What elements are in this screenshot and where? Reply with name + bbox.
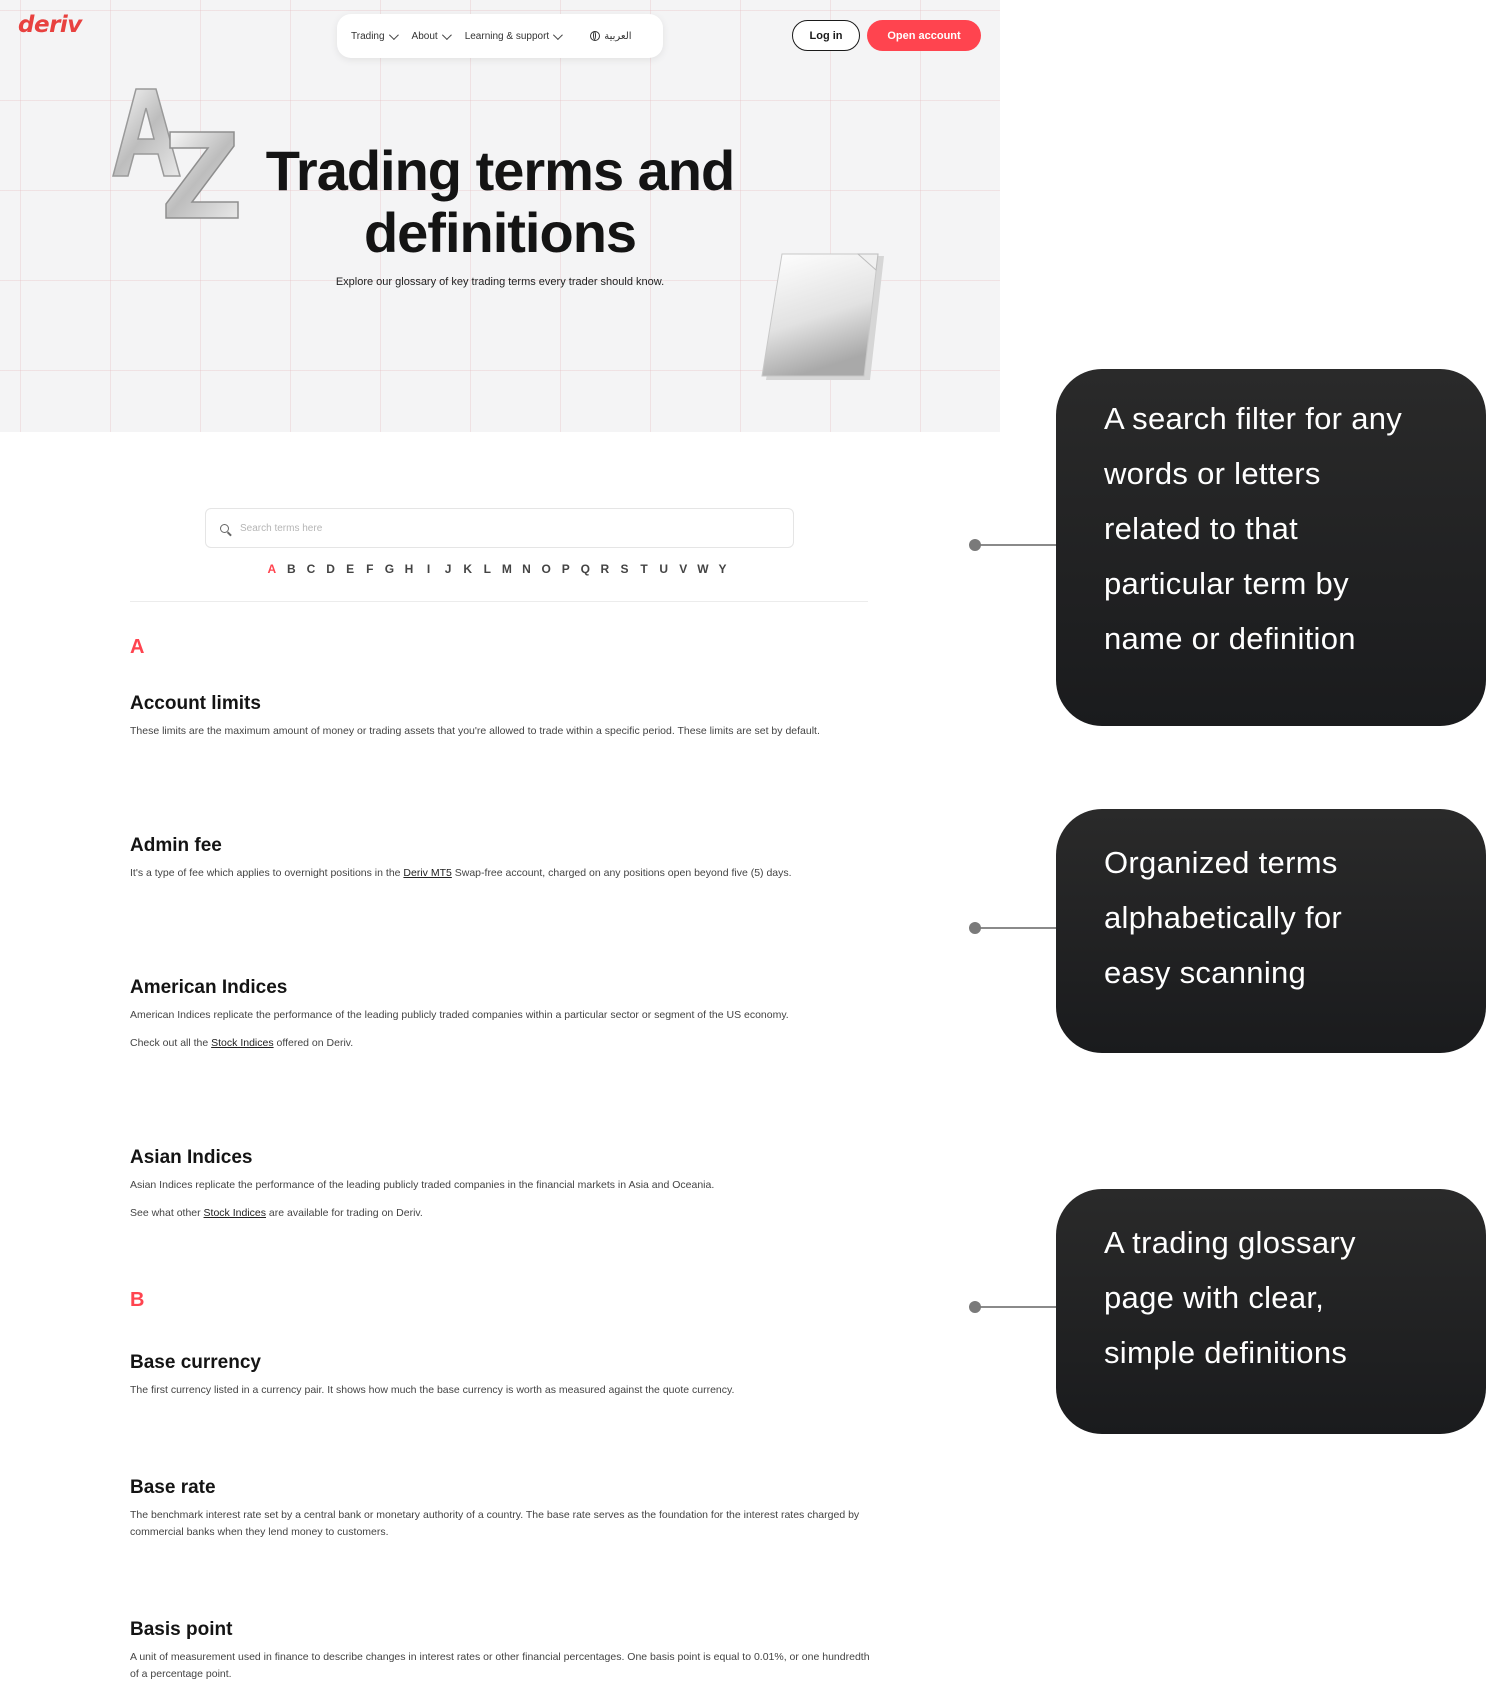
- page-title-line-2: definitions: [363, 201, 637, 264]
- callout-alphabetical: [1056, 809, 1486, 1053]
- alphabet-letter-n[interactable]: N: [522, 562, 531, 576]
- alphabet-letter-s[interactable]: S: [620, 562, 629, 576]
- alphabet-letter-p[interactable]: P: [561, 562, 570, 576]
- callout-line: related to that: [1104, 511, 1299, 546]
- page-title-line-1: Trading terms and: [265, 139, 735, 202]
- language-label: العربية: [604, 30, 632, 42]
- alphabet-letter-k[interactable]: K: [463, 562, 473, 576]
- alphabet-letter-i[interactable]: I: [426, 562, 431, 576]
- callout-connector: [974, 927, 1058, 929]
- alphabet-letter-a[interactable]: A: [267, 562, 277, 576]
- alphabet-filter: [262, 562, 732, 576]
- term-asian-indices: [130, 1147, 870, 1233]
- term-base-rate: [130, 1477, 870, 1552]
- term-extra-text: Check out all the: [130, 1037, 212, 1049]
- term-extra: [130, 1035, 870, 1052]
- term-extra-text: are available for trading on Deriv.: [266, 1207, 423, 1219]
- term-definition: The first currency listed in a currency pair. It shows how much the base currency is worth as measured against the quote currency.: [130, 1384, 735, 1396]
- term-definition: [130, 865, 870, 882]
- term-definition: These limits are the maximum amount of money or trading assets that you're allowed to trade within a specific period. These limits are set by default.: [130, 725, 820, 737]
- globe-icon: [590, 31, 600, 41]
- callout-line: easy scanning: [1104, 955, 1307, 990]
- nav-item-label: About: [411, 30, 438, 42]
- deriv-logo[interactable]: deriv: [18, 12, 82, 38]
- alphabet-letter-m[interactable]: M: [501, 562, 512, 576]
- term-account-limits: [130, 693, 870, 751]
- term-definition: A unit of measurement used in finance to describe changes in interest rates or other financial percentages. One basis point is equal to 0.01%, or one hundredth of a percentage point.: [130, 1651, 870, 1680]
- alphabet-letter-g[interactable]: G: [384, 562, 395, 576]
- chevron-down-icon: [442, 30, 452, 40]
- term-title: Basis point: [130, 1619, 233, 1640]
- callout-line: simple definitions: [1104, 1335, 1348, 1370]
- term-extra: [130, 1205, 870, 1222]
- nav-item-label: Learning & support: [464, 30, 550, 42]
- alphabet-letter-u[interactable]: U: [659, 562, 668, 576]
- hero-section: [0, 0, 1000, 432]
- alphabet-letter-r[interactable]: R: [600, 562, 610, 576]
- document-3d-illustration: [760, 252, 890, 386]
- connector-dot-icon: [969, 1301, 981, 1313]
- divider: [130, 601, 868, 602]
- section-letter-b: B: [130, 1289, 145, 1311]
- stock-indices-link[interactable]: Stock Indices: [203, 1207, 266, 1219]
- language-switcher[interactable]: [590, 31, 631, 42]
- main-nav: [337, 14, 663, 58]
- term-definition-text: It's a type of fee which applies to overnight positions in the: [130, 867, 404, 879]
- alphabet-letter-d[interactable]: D: [326, 562, 335, 576]
- page-subtitle: Explore our glossary of key trading terms every trader should know.: [335, 276, 665, 288]
- callout-line: name or definition: [1104, 621, 1356, 656]
- alphabet-letter-l[interactable]: L: [483, 562, 491, 576]
- term-definition: Asian Indices replicate the performance of the leading publicly traded companies in the financial markets in Asia and Oceania.: [130, 1179, 715, 1191]
- open-account-button[interactable]: Open account: [867, 20, 981, 51]
- alphabet-letter-j[interactable]: J: [444, 562, 452, 576]
- callout-line: alphabetically for: [1104, 900, 1343, 935]
- term-title: Asian Indices: [130, 1147, 253, 1168]
- alphabet-letter-o[interactable]: O: [541, 562, 551, 576]
- alphabet-letter-b[interactable]: B: [287, 562, 296, 576]
- term-extra-text: See what other: [130, 1207, 204, 1219]
- alphabet-letter-c[interactable]: C: [306, 562, 316, 576]
- nav-item-about[interactable]: [412, 31, 449, 42]
- alphabet-letter-q[interactable]: Q: [580, 562, 590, 576]
- term-american-indices: [130, 977, 870, 1063]
- callout-line: A search filter for any: [1104, 401, 1403, 436]
- deriv-mt5-link[interactable]: Deriv MT5: [403, 867, 452, 879]
- a-to-z-3d-illustration: [108, 84, 248, 224]
- term-definition: The benchmark interest rate set by a central bank or monetary authority of a country. The base rate serves as the foundation for the interest rates charged by commercial banks when they lend money to customers.: [130, 1509, 860, 1538]
- stock-indices-link[interactable]: Stock Indices: [211, 1037, 274, 1049]
- connector-dot-icon: [969, 539, 981, 551]
- callout-line: A trading glossary: [1104, 1225, 1356, 1260]
- alphabet-letter-v[interactable]: V: [679, 562, 688, 576]
- term-title: American Indices: [130, 977, 288, 998]
- page-title: [244, 140, 756, 264]
- callout-line: page with clear,: [1104, 1280, 1325, 1315]
- nav-item-trading[interactable]: [351, 31, 396, 42]
- term-base-currency: [130, 1352, 870, 1410]
- connector-dot-icon: [969, 922, 981, 934]
- callout-line: particular term by: [1104, 566, 1349, 601]
- search-input[interactable]: [238, 522, 722, 535]
- term-definition-text: Swap-free account, charged on any positions open beyond five (5) days.: [451, 867, 792, 879]
- chevron-down-icon: [553, 30, 563, 40]
- callout-connector: [974, 544, 1058, 546]
- alphabet-letter-e[interactable]: E: [346, 562, 355, 576]
- term-title: Account limits: [130, 693, 261, 714]
- term-basis-point: [130, 1619, 870, 1694]
- log-in-button[interactable]: Log in: [792, 20, 860, 51]
- callout-line: words or letters: [1104, 456, 1321, 491]
- callout-line: Organized terms: [1104, 845, 1338, 880]
- nav-item-label: Trading: [351, 30, 385, 42]
- alphabet-letter-t[interactable]: T: [640, 562, 648, 576]
- callout-search-filter: [1056, 369, 1486, 726]
- search-bar: [205, 508, 794, 548]
- term-title: Base rate: [130, 1477, 216, 1498]
- callout-glossary-page: [1056, 1189, 1486, 1434]
- alphabet-letter-f[interactable]: F: [366, 562, 374, 576]
- search-icon: [220, 524, 229, 533]
- term-extra-text: offered on Deriv.: [273, 1037, 354, 1049]
- nav-item-learning-support[interactable]: [465, 31, 561, 42]
- term-admin-fee: [130, 835, 870, 893]
- alphabet-letter-h[interactable]: H: [404, 562, 414, 576]
- term-definition: American Indices replicate the performance of the leading publicly traded companies within a particular sector or segment of the US economy.: [130, 1009, 789, 1021]
- callout-connector: [974, 1306, 1058, 1308]
- alphabet-letter-y[interactable]: Y: [718, 562, 727, 576]
- term-title: Base currency: [130, 1352, 261, 1373]
- term-title: Admin fee: [130, 835, 222, 856]
- alphabet-letter-w[interactable]: W: [697, 562, 709, 576]
- chevron-down-icon: [389, 30, 399, 40]
- section-letter-a: A: [130, 636, 145, 658]
